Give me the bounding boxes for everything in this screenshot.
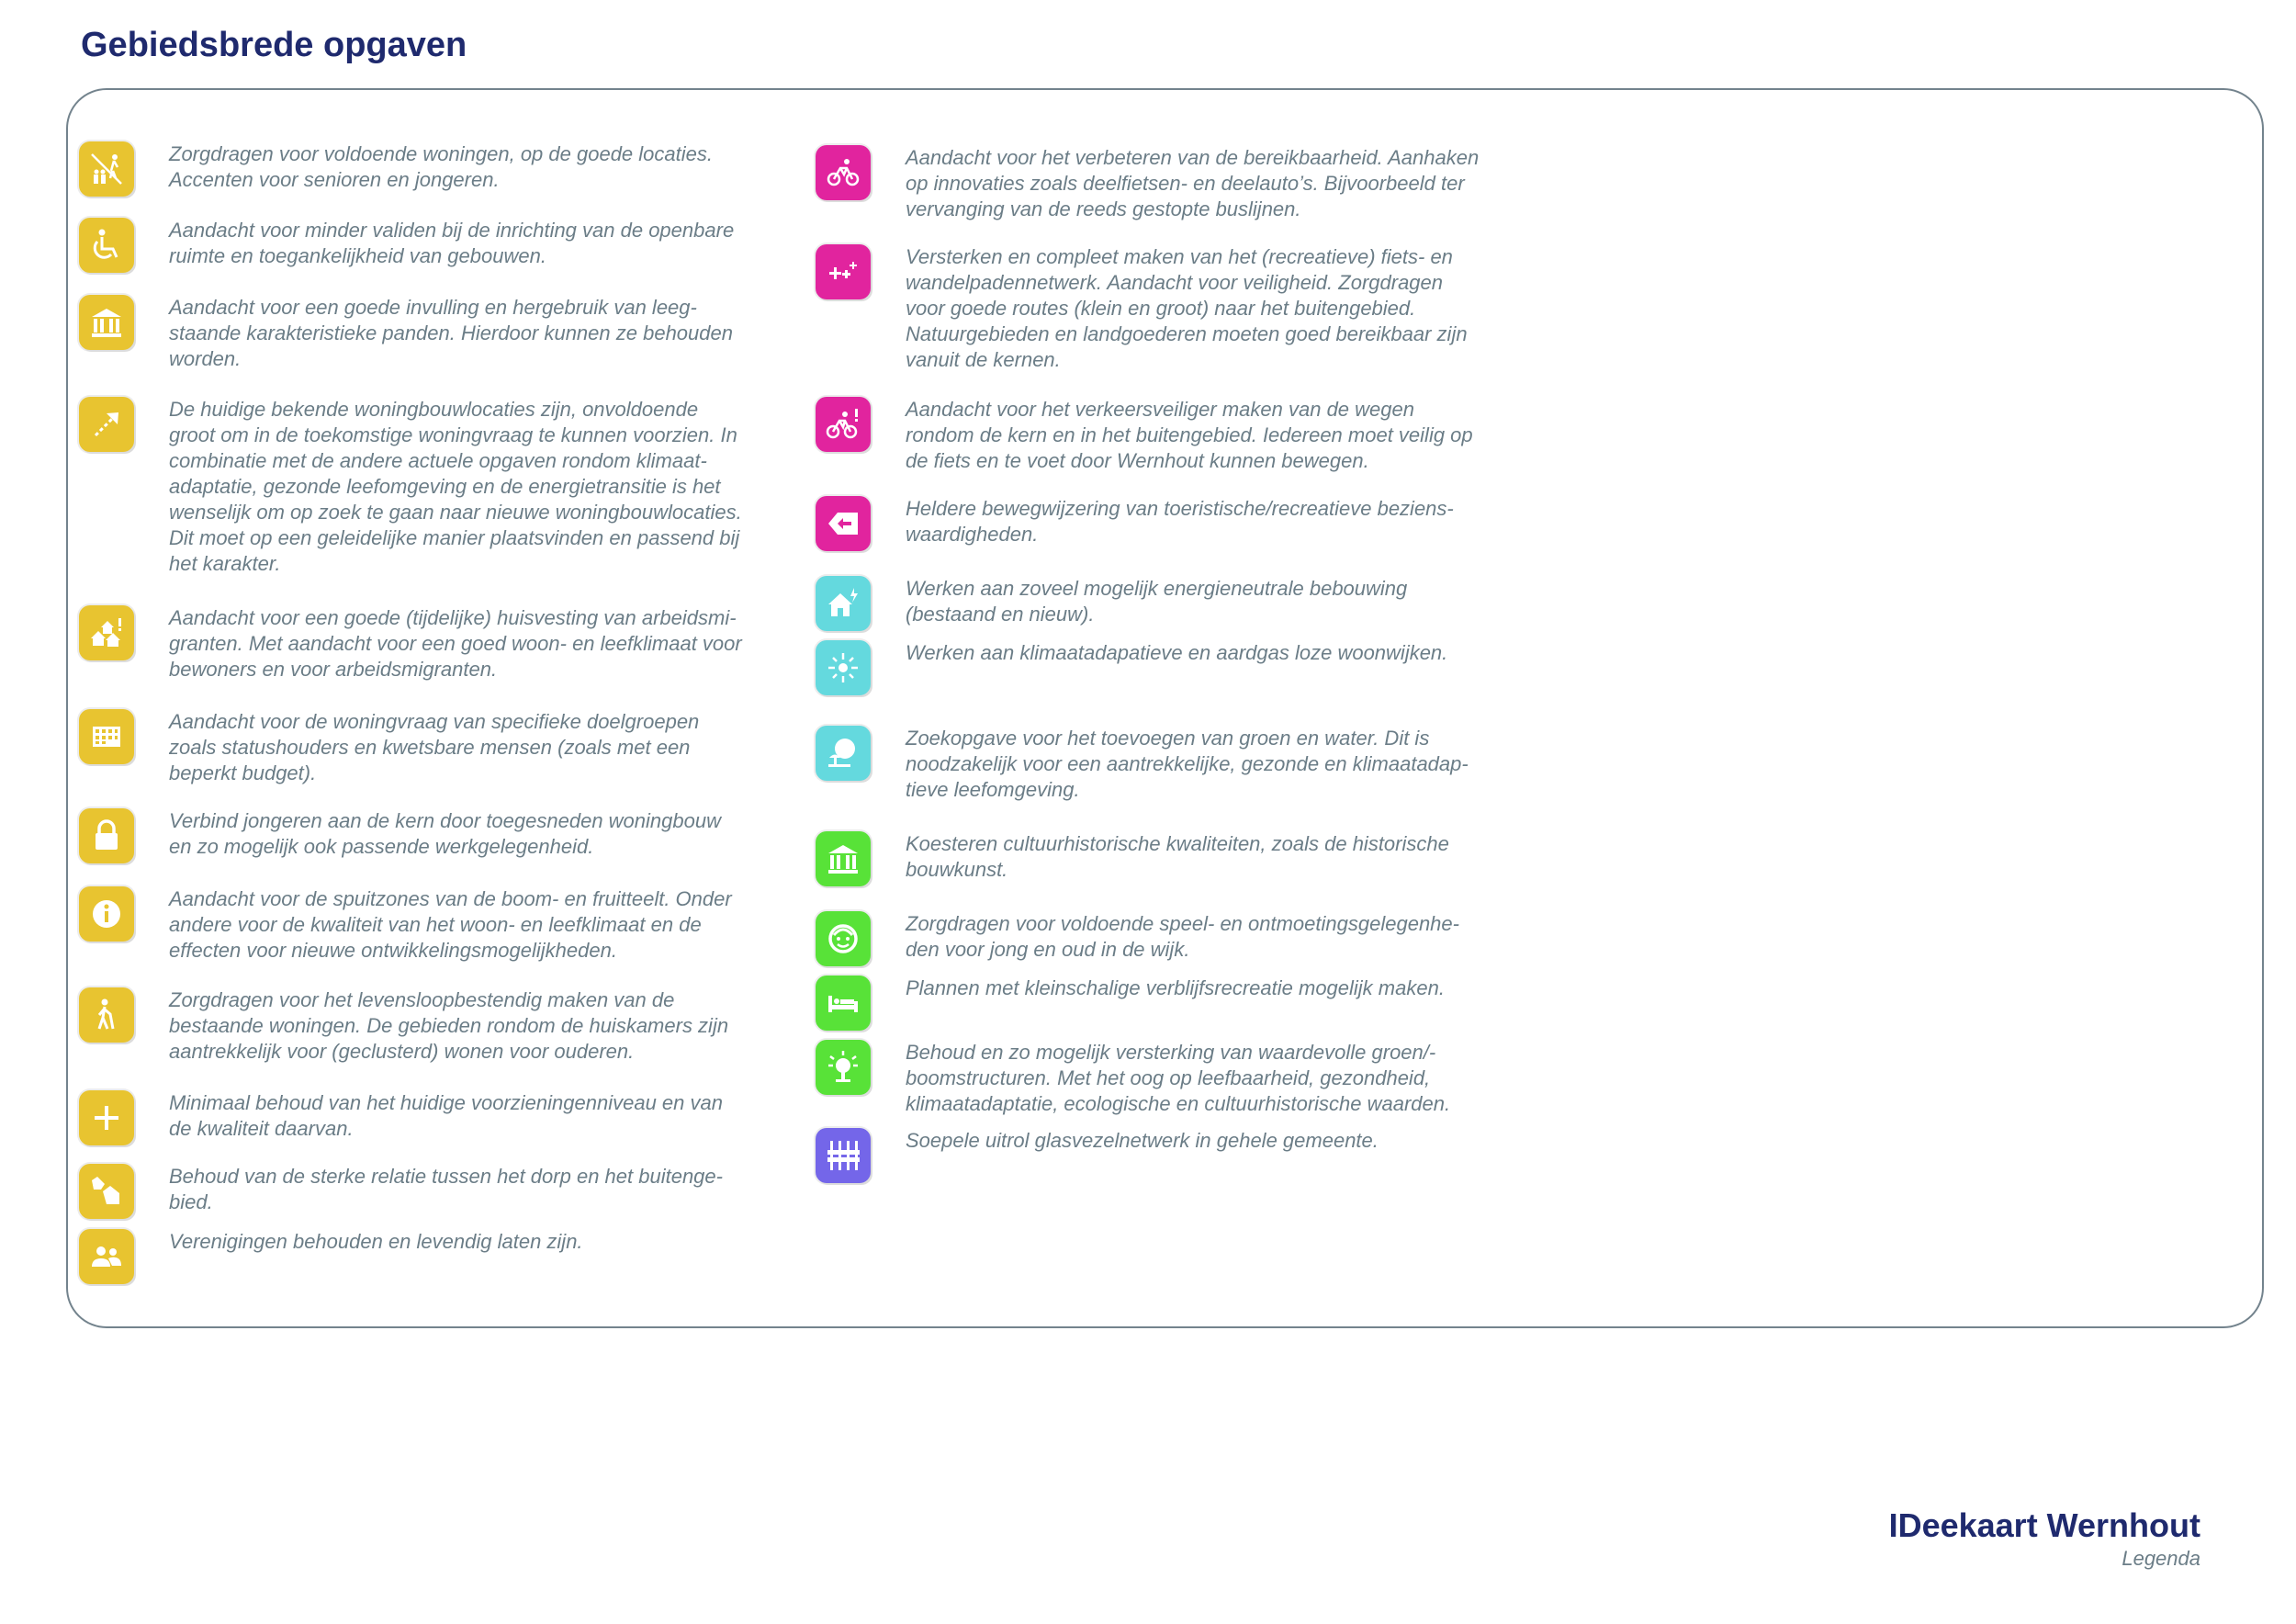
legend-text: Aandacht voor minder validen bij de inrichting van de openbare ruimte en toegankelijkheid van gebouwen. [169,219,735,267]
map-title: IDeekaart Wernhout [1888,1506,2200,1544]
legend-text: Soepele uitrol glasvezelnetwerk in gehele gemeente. [906,1129,1379,1152]
page-title: Gebiedsbrede opgaven [81,26,467,64]
legend-text: Zorgdragen voor voldoende woningen, op de goede locaties. Accenten voor senioren en jongeren. [169,142,713,191]
legend-text: Heldere bewegwijzering van toeristische/recreatieve beziens- waardigheden. [906,497,1454,546]
tree-water-icon [816,726,871,781]
sun-climate-icon [816,640,871,695]
apartment-grid-icon [79,709,134,764]
energy-house-icon [816,576,871,631]
legend-text: De huidige bekende woningbouwlocaties zijn, onvoldoende groot om in de toekomstige woningvraag te kunnen voorzien. In combinatie met de andere actuele opgaven rondom klimaat- adaptatie, gezonde leefomgeving en de energietransitie is het wenselijk om op zoek te gaan naar nieuwe woningbouwlocaties. Dit moet op een geleidelijke manier plaatsvinden en passend bij het karakter. [169,398,742,575]
legend-text: Verenigingen behouden en levendig laten zijn. [169,1230,583,1253]
bed-icon [816,976,871,1031]
fiber-network-icon [816,1128,871,1183]
legend-text: Behoud van de sterke relatie tussen het dorp en het buitenge- bied. [169,1165,723,1213]
sun-tree-icon [816,1040,871,1095]
elderly-walker-icon [79,987,134,1043]
legend-text: Plannen met kleinschalige verblijfsrecreatie mogelijk maken. [906,976,1445,999]
legend-text: Verbind jongeren aan de kern door toegesneden woningbouw en zo mogelijk ook passende werkgelegenheid. [169,809,721,858]
lock-icon [79,808,134,863]
legend-text: Zorgdragen voor het levensloopbestendig maken van de bestaande woningen. De gebieden rondom de huiskamers zijn aantrekkelijk voor (geclusterd) wonen voor ouderen. [169,988,729,1063]
wheelchair-icon [79,218,134,273]
signpost-arrow-icon [816,496,871,551]
legend-text: Zoekopgave voor het toevoegen van groen en water. Dit is noodzakelijk voor een aantrekkelijke, gezonde en klimaatadap- tieve leefomgeving. [906,727,1469,801]
bicycle-alert-icon [816,397,871,452]
legend-text: Werken aan zoveel mogelijk energieneutrale bebouwing (bestaand en nieuw). [906,577,1408,626]
legend-text: Werken aan klimaatadapatieve en aardgas loze woonwijken. [906,641,1448,664]
sparkle-plus-icon [816,244,871,299]
expand-arrow-icon [79,397,134,452]
seniors-youth-icon [79,141,134,197]
map-subtitle: Legenda [2122,1547,2200,1570]
legend-text: Versterken en compleet maken van het (recreatieve) fiets- en wandelpadennetwerk. Aandacht voor veiligheid. Zorgdragen voor goede routes (klein en groot) naar het buitengebied. Natuurgebieden en landgoederen moeten goed bereikbaar zijn vanuit de kernen. [906,245,1468,371]
legend-text: Aandacht voor de woningvraag van specifieke doelgroepen zoals statushouders en kwetsbare mensen (zoals met een beperkt budget). [169,710,700,784]
legend-text: Behoud en zo mogelijk versterking van waardevolle groen/- boomstructuren. Met het oog op leefbaarheid, gezondheid, klimaatadaptatie, ecologische en cultuurhistorische waarden. [906,1041,1451,1115]
legend-text: Koesteren cultuurhistorische kwaliteiten, zoals de historische bouwkunst. [906,832,1449,881]
legend-text: Aandacht voor het verkeersveiliger maken van de wegen rondom de kern en in het buitengebied. Iedereen moet veilig op de fiets en te voet door Wernhout kunnen bewegen. [906,398,1473,472]
hands-icon [79,1164,134,1219]
legend-text: Aandacht voor het verbeteren van de bereikbaarheid. Aanhaken op innovaties zoals deelfietsen- en deelauto’s. Bijvoorbeeld ter vervanging van de reeds gestopte buslijnen. [906,146,1480,220]
child-face-icon [816,911,871,966]
monument-building-icon [79,295,134,350]
legend-text: Aandacht voor een goede (tijdelijke) huisvesting van arbeidsmi- granten. Met aandacht voor een goed woon- en leefklimaat voor bewoners en voor arbeidsmigranten. [169,606,742,681]
legend-text: Zorgdragen voor voldoende speel- en ontmoetingsgelegenhe- den voor jong en oud in de wijk. [906,912,1459,961]
plus-icon [79,1090,134,1145]
bicycle-icon [816,145,871,200]
legend-text: Minimaal behoud van het huidige voorzieningenniveau en van de kwaliteit daarvan. [169,1091,723,1140]
legend-text: Aandacht voor een goede invulling en hergebruik van leeg- staande karakteristieke panden. Hierdoor kunnen ze behouden worden. [169,296,733,370]
info-icon [79,886,134,942]
heritage-building-icon [816,831,871,886]
houses-alert-icon [79,605,134,660]
people-group-icon [79,1229,134,1284]
legend-text: Aandacht voor de spuitzones van de boom- en fruitteelt. Onder andere voor de kwaliteit van het woon- en leefklimaat en de effecten voor nieuwe ontwikkelingsmogelijkheden. [169,887,732,962]
